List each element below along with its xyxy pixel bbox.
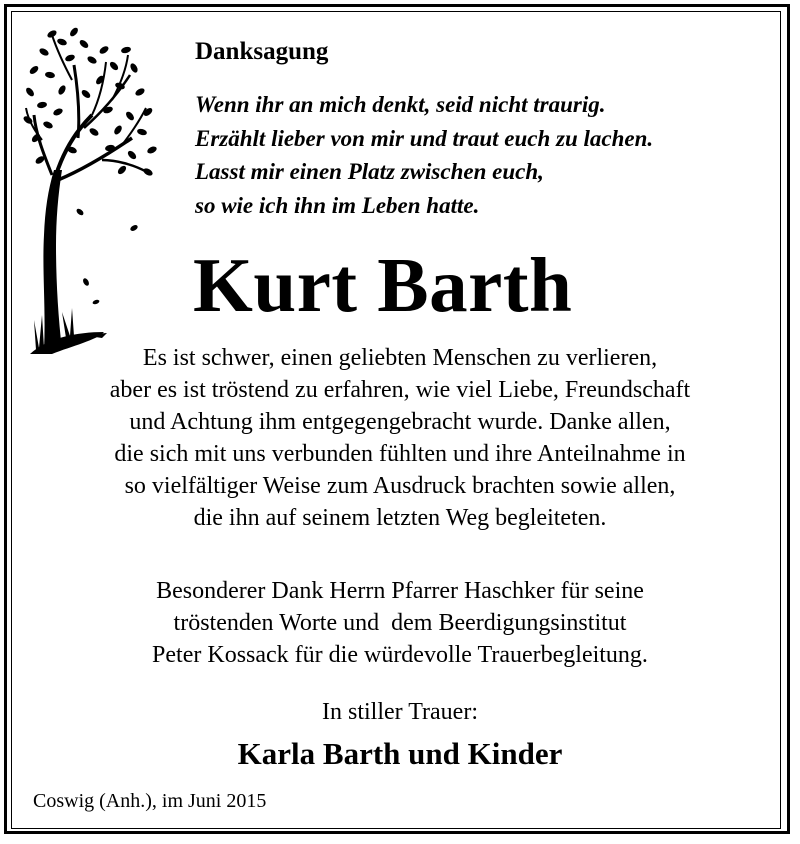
paragraph-line: und Achtung ihm entgegengebracht wurde. Danke allen,: [129, 409, 671, 435]
paragraph-line: die sich mit uns verbunden fühlten und ihre Anteilnahme in: [114, 441, 686, 467]
paragraph-line: die ihn auf seinem letzten Weg begleiteten.: [193, 505, 607, 531]
poem-line: Erzählt lieber von mir und traut euch zu lachen.: [195, 125, 654, 151]
poem-line: Lasst mir einen Platz zwischen euch,: [195, 159, 544, 184]
poem-line: Wenn ihr an mich denkt, seid nicht traurig.: [195, 92, 606, 117]
paragraph-line: Es ist schwer, einen geliebten Menschen zu verlieren,: [142, 345, 658, 371]
place-date: Coswig (Anh.), im Juni 2015: [33, 790, 267, 812]
poem: [195, 88, 653, 222]
paragraph-line: so vielfältiger Weise zum Ausdruck brachten sowie allen,: [124, 473, 676, 499]
poem-line: so wie ich ihn im Leben hatte.: [195, 192, 480, 218]
thanks-paragraph: [0, 342, 800, 534]
paragraph-line: tröstenden Worte und dem Beerdigungsinstitut: [173, 610, 627, 636]
deceased-name: Kurt Barth: [193, 242, 573, 328]
paragraph-line: aber es ist tröstend zu erfahren, wie viel Liebe, Freundschaft: [109, 377, 691, 403]
tree-with-falling-leaves-icon: [22, 20, 162, 360]
special-thanks-paragraph: [0, 575, 800, 671]
mourning-line: In stiller Trauer:: [322, 699, 478, 725]
notice-heading: Danksagung: [195, 38, 329, 65]
paragraph-line: Peter Kossack für die würdevolle Trauerbegleitung.: [152, 642, 648, 668]
paragraph-line: Besonderer Dank Herrn Pfarrer Haschker für seine: [156, 578, 644, 604]
signature: Karla Barth und Kinder: [237, 736, 563, 771]
